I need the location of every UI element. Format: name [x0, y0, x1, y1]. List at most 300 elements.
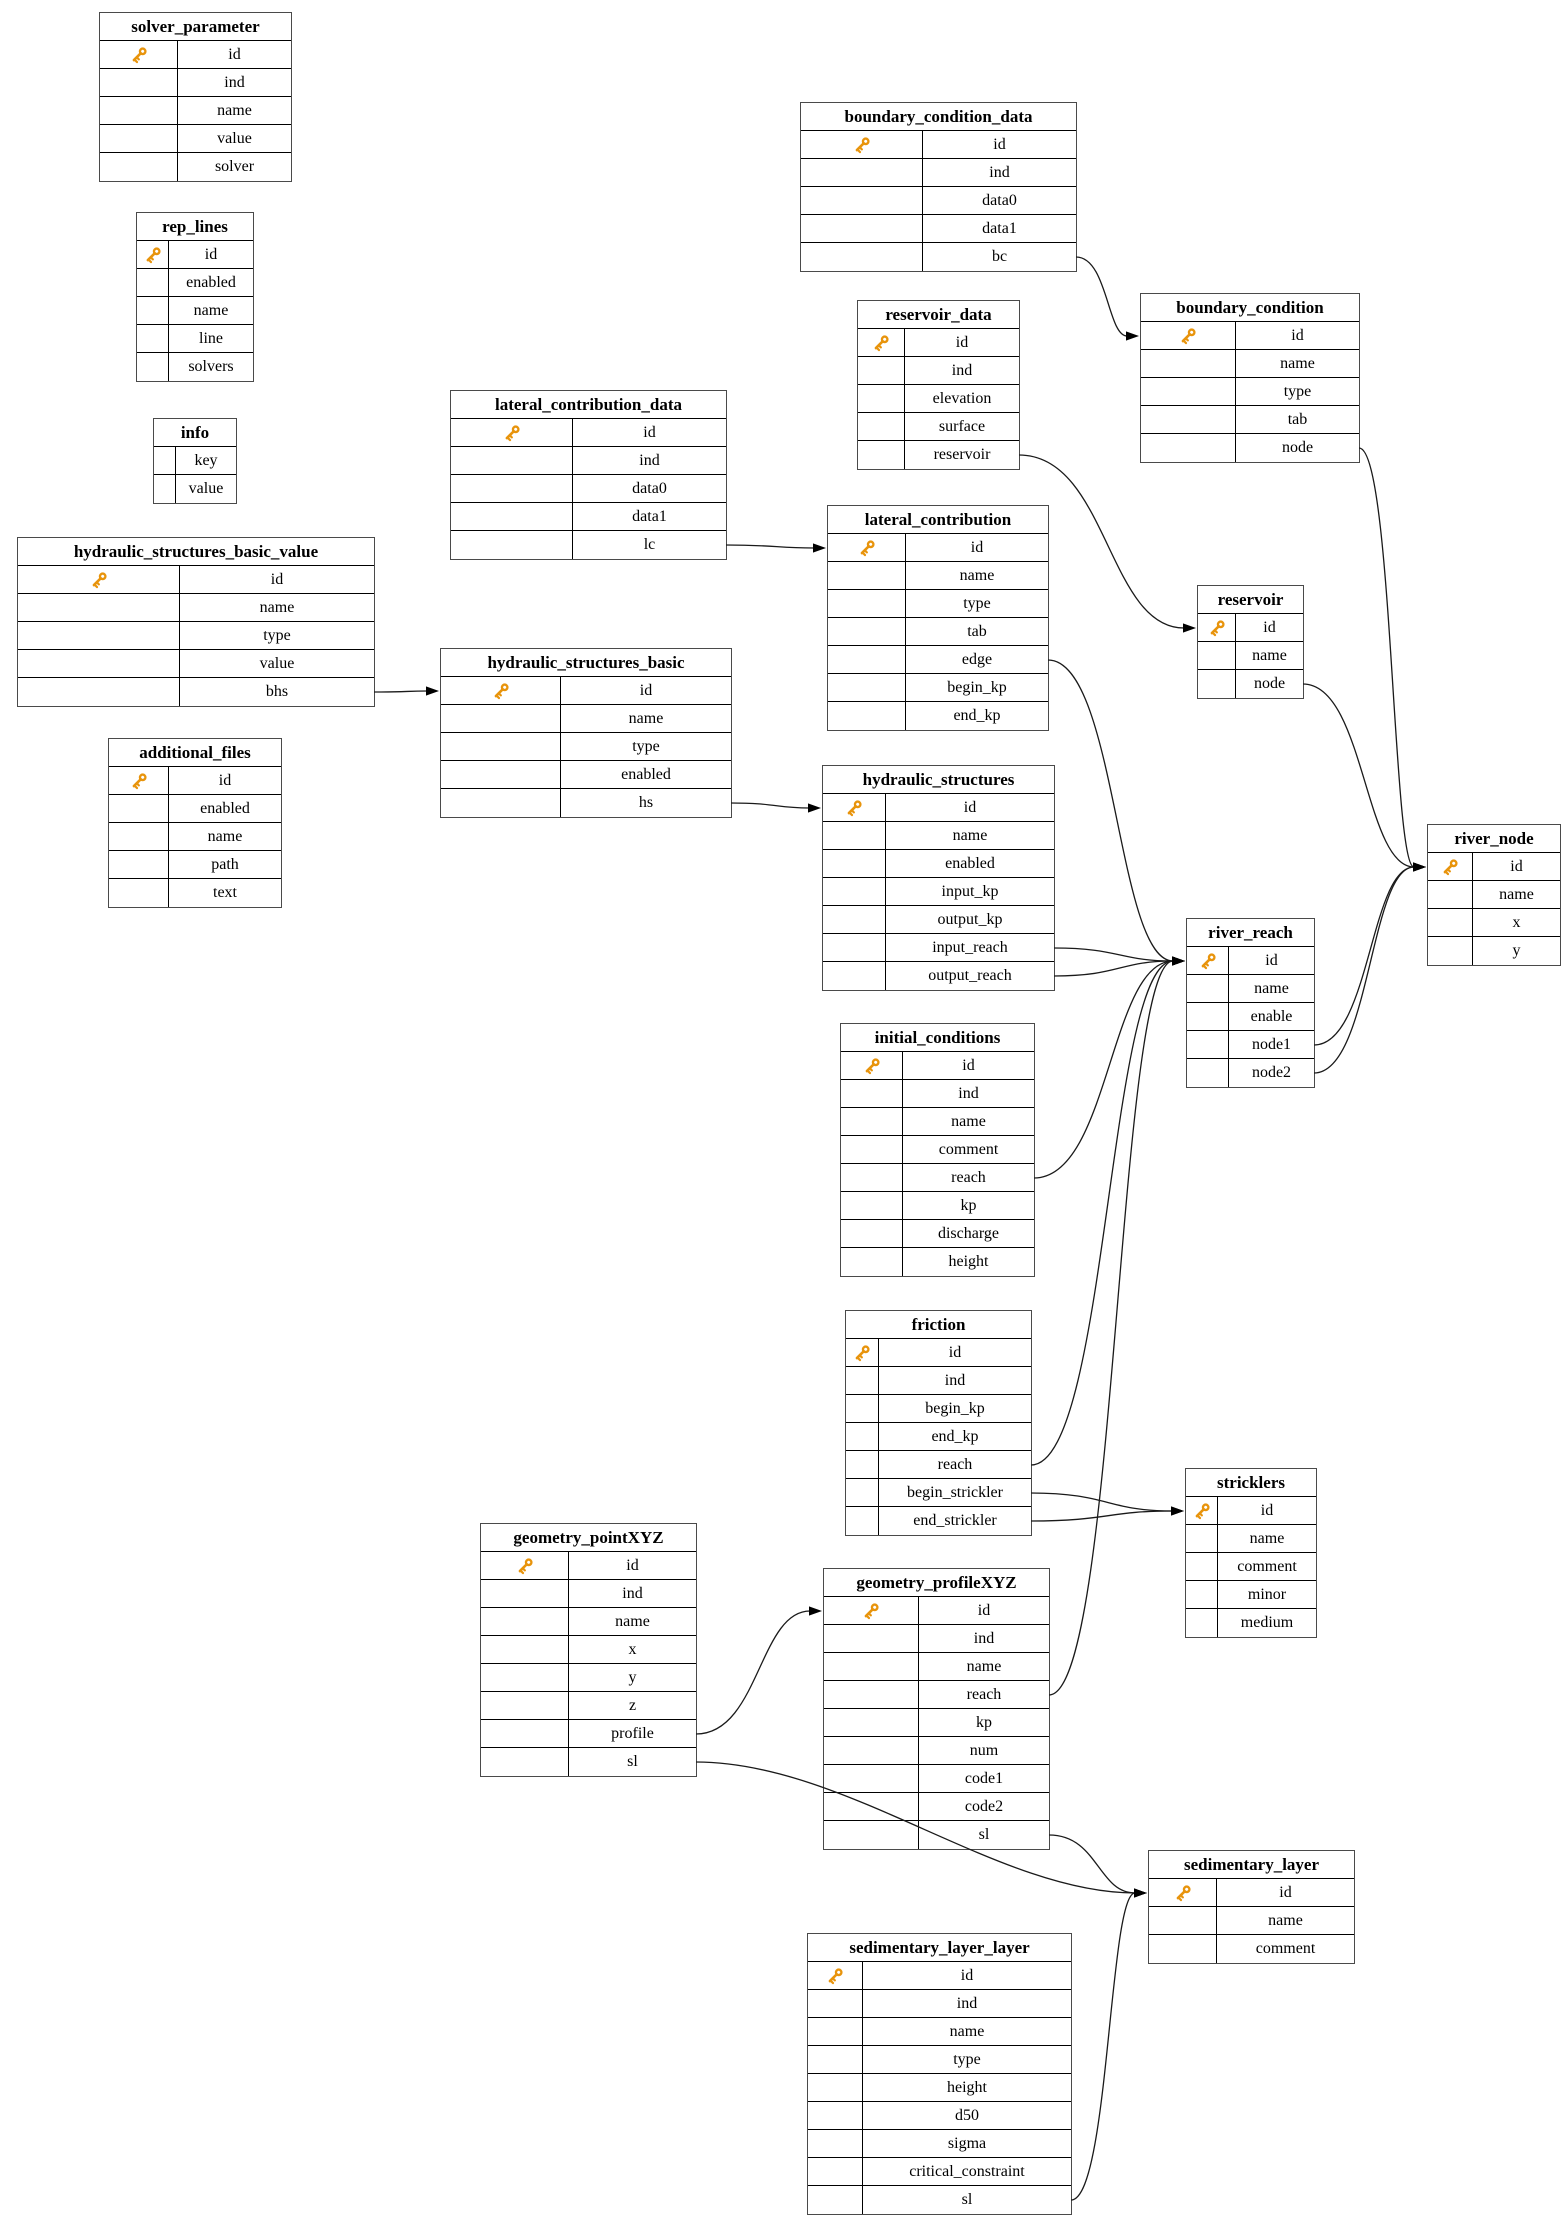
field-name-sedimentary_layer_layer-sl: sl [961, 2191, 973, 2208]
field-row-geometry_pointXYZ-y [481, 1664, 696, 1692]
field-name-boundary_condition_data-bc: bc [991, 248, 1008, 265]
empty-key-cell [481, 1692, 569, 1719]
empty-key-cell [18, 594, 180, 621]
fk-arrowhead-icon [1172, 956, 1185, 965]
field-row-hydraulic_structures-output_reach [823, 962, 1054, 990]
field-row-info-key [154, 447, 236, 475]
field-name-geometry_profileXYZ-sl: sl [978, 1826, 990, 1843]
empty-key-cell [846, 1507, 879, 1535]
table-sedimentary_layer_layer [807, 1933, 1072, 2215]
field-row-geometry_profileXYZ-reach [824, 1681, 1049, 1709]
table-hydraulic_structures_basic [440, 648, 732, 818]
empty-key-cell [1187, 1003, 1229, 1030]
field-name-lateral_contribution-tab: tab [967, 623, 987, 640]
empty-key-cell [823, 822, 886, 849]
field-name-lateral_contribution_data-id: id [643, 424, 656, 441]
primary-key-icon [515, 1556, 535, 1576]
empty-key-cell [1149, 1935, 1217, 1963]
field-row-geometry_profileXYZ-name [824, 1653, 1049, 1681]
fk-initial_conditions-reach-to-river_reach [1034, 956, 1185, 1178]
field-row-hydraulic_structures-id [823, 794, 1054, 822]
field-name-sedimentary_layer_layer-id: id [960, 1967, 974, 1984]
fk-edge-line [374, 691, 427, 692]
table-header-friction: friction [846, 1311, 1031, 1339]
fk-edge-line [1314, 867, 1414, 1073]
fk-arrowhead-icon [426, 686, 439, 695]
field-name-reservoir_data-id: id [955, 334, 969, 351]
table-hydraulic_structures_basic_value [17, 537, 375, 707]
field-row-rep_lines-line [137, 325, 253, 353]
field-row-reservoir-name [1198, 642, 1303, 670]
empty-key-cell [841, 1136, 903, 1163]
fk-arrowhead-icon [1413, 862, 1426, 871]
fk-edge-line [1054, 961, 1173, 976]
table-boundary_condition_data [800, 102, 1077, 272]
field-name-boundary_condition_data-data1: data1 [982, 220, 1017, 237]
field-row-lateral_contribution_data-lc [451, 531, 726, 559]
fk-lateral_contribution_data-lc-to-lateral_contribution [726, 543, 826, 552]
fk-river_reach-node1-to-river_node [1314, 862, 1426, 1045]
primary-key-icon [1178, 326, 1198, 346]
field-row-lateral_contribution-type [828, 590, 1048, 618]
field-row-reservoir_data-surface [858, 413, 1019, 441]
field-name-additional_files-id: id [218, 772, 232, 789]
field-name-friction-reach: reach [937, 1456, 973, 1473]
field-name-geometry_profileXYZ-code1: code1 [964, 1770, 1004, 1787]
field-name-sedimentary_layer_layer-ind: ind [956, 1995, 978, 2012]
field-name-reservoir-node: node [1253, 675, 1286, 692]
field-row-sedimentary_layer-name [1149, 1907, 1354, 1935]
table-header-sedimentary_layer: sedimentary_layer [1149, 1851, 1354, 1879]
empty-key-cell [481, 1580, 569, 1607]
empty-key-cell [1186, 1553, 1218, 1580]
field-name-initial_conditions-discharge: discharge [937, 1225, 999, 1242]
field-row-boundary_condition-node [1141, 434, 1359, 462]
empty-key-cell [841, 1192, 903, 1219]
primary-key-cell [18, 566, 180, 593]
fk-edge-line [1049, 1835, 1135, 1893]
field-row-reservoir-node [1198, 670, 1303, 698]
table-header-river_node: river_node [1428, 825, 1560, 853]
field-row-sedimentary_layer_layer-sigma [808, 2130, 1071, 2158]
fk-edge-line [1359, 448, 1414, 867]
primary-key-cell [109, 767, 169, 794]
field-name-solver_parameter-ind: ind [224, 74, 245, 91]
table-additional_files [108, 738, 282, 908]
field-name-river_reach-node2: node2 [1251, 1064, 1292, 1081]
fk-edge-line [1048, 660, 1173, 961]
field-row-sedimentary_layer_layer-d50 [808, 2102, 1071, 2130]
empty-key-cell [1187, 1059, 1229, 1087]
field-name-additional_files-name: name [207, 828, 243, 845]
field-name-boundary_condition_data-ind: ind [989, 164, 1010, 181]
field-row-hydraulic_structures_basic_value-name [18, 594, 374, 622]
field-name-solver_parameter-value: value [217, 130, 252, 147]
empty-key-cell [823, 850, 886, 877]
primary-key-cell [441, 677, 561, 704]
field-row-friction-end_kp [846, 1423, 1031, 1451]
field-name-initial_conditions-comment: comment [938, 1141, 999, 1158]
primary-key-cell [1187, 947, 1229, 974]
field-row-geometry_pointXYZ-name [481, 1608, 696, 1636]
empty-key-cell [808, 2158, 863, 2185]
field-row-info-value [154, 475, 236, 503]
table-header-stricklers: stricklers [1186, 1469, 1316, 1497]
field-row-hydraulic_structures-output_kp [823, 906, 1054, 934]
field-name-lateral_contribution_data-ind: ind [639, 452, 660, 469]
field-row-rep_lines-name [137, 297, 253, 325]
empty-key-cell [1141, 350, 1236, 377]
field-row-boundary_condition-name [1141, 350, 1359, 378]
empty-key-cell [137, 325, 169, 352]
field-row-hydraulic_structures-input_kp [823, 878, 1054, 906]
fk-geometry_profileXYZ-sl-to-sedimentary_layer [1049, 1835, 1147, 1898]
empty-key-cell [841, 1220, 903, 1247]
table-initial_conditions [840, 1023, 1035, 1277]
fk-edge-line [1314, 867, 1414, 1045]
primary-key-cell [823, 794, 886, 821]
field-name-additional_files-text: text [213, 884, 237, 901]
fk-edge-line [731, 803, 809, 808]
field-row-hydraulic_structures_basic_value-value [18, 650, 374, 678]
fk-arrowhead-icon [1413, 862, 1426, 871]
fk-edge-line [1031, 1511, 1172, 1521]
field-name-lateral_contribution_data-lc: lc [643, 536, 656, 553]
field-row-geometry_pointXYZ-sl [481, 1748, 696, 1776]
empty-key-cell [841, 1080, 903, 1107]
field-name-lateral_contribution-name: name [959, 567, 995, 584]
primary-key-cell [137, 241, 169, 268]
empty-key-cell [808, 2046, 863, 2073]
fk-edge-line [1049, 961, 1173, 1695]
field-name-geometry_profileXYZ-kp: kp [976, 1714, 992, 1731]
table-header-boundary_condition: boundary_condition [1141, 294, 1359, 322]
field-row-geometry_profileXYZ-num [824, 1737, 1049, 1765]
field-name-info-key: key [194, 452, 218, 469]
field-row-reservoir_data-reservoir [858, 441, 1019, 469]
table-solver_parameter [99, 12, 292, 182]
field-name-hydraulic_structures_basic_value-value: value [259, 655, 295, 672]
fk-arrowhead-icon [1172, 956, 1185, 965]
field-name-hydraulic_structures_basic-enabled: enabled [621, 766, 671, 783]
primary-key-icon [502, 423, 522, 443]
field-row-sedimentary_layer_layer-id [808, 1962, 1071, 1990]
field-row-hydraulic_structures-input_reach [823, 934, 1054, 962]
field-name-sedimentary_layer-id: id [1279, 1884, 1292, 1901]
fk-edge-line [726, 545, 814, 548]
field-name-river_node-id: id [1510, 858, 1523, 875]
table-header-initial_conditions: initial_conditions [841, 1024, 1034, 1052]
empty-key-cell [137, 297, 169, 324]
fk-river_reach-node2-to-river_node [1314, 862, 1426, 1073]
field-name-geometry_profileXYZ-num: num [969, 1742, 999, 1759]
field-name-sedimentary_layer_layer-d50: d50 [955, 2107, 979, 2124]
fk-arrowhead-icon [813, 543, 826, 552]
field-name-geometry_profileXYZ-name: name [966, 1658, 1002, 1675]
empty-key-cell [1198, 642, 1236, 669]
field-name-sedimentary_layer_layer-height: height [947, 2079, 987, 2096]
primary-key-icon [871, 333, 891, 353]
field-row-lateral_contribution-name [828, 562, 1048, 590]
field-name-initial_conditions-height: height [948, 1253, 989, 1270]
empty-key-cell [1186, 1609, 1218, 1637]
field-row-geometry_pointXYZ-ind [481, 1580, 696, 1608]
field-name-geometry_profileXYZ-id: id [977, 1602, 991, 1619]
field-name-geometry_pointXYZ-z: z [628, 1697, 637, 1714]
empty-key-cell [18, 622, 180, 649]
field-row-boundary_condition_data-data0 [801, 187, 1076, 215]
field-name-sedimentary_layer-comment: comment [1255, 1940, 1316, 1957]
empty-key-cell [481, 1664, 569, 1691]
empty-key-cell [1187, 975, 1229, 1002]
empty-key-cell [481, 1720, 569, 1747]
field-row-initial_conditions-reach [841, 1164, 1034, 1192]
empty-key-cell [841, 1164, 903, 1191]
fk-arrowhead-icon [1413, 862, 1426, 871]
empty-key-cell [824, 1765, 919, 1792]
empty-key-cell [109, 879, 169, 907]
field-name-friction-begin_strickler: begin_strickler [907, 1484, 1003, 1501]
field-row-river_reach-name [1187, 975, 1314, 1003]
field-name-hydraulic_structures_basic-name: name [628, 710, 664, 727]
empty-key-cell [808, 2102, 863, 2129]
field-row-initial_conditions-kp [841, 1192, 1034, 1220]
field-row-rep_lines-id [137, 241, 253, 269]
field-row-rep_lines-solvers [137, 353, 253, 381]
empty-key-cell [824, 1821, 919, 1849]
field-row-lateral_contribution_data-ind [451, 447, 726, 475]
field-name-stricklers-name: name [1249, 1530, 1285, 1547]
table-header-lateral_contribution: lateral_contribution [828, 506, 1048, 534]
empty-key-cell [824, 1681, 919, 1708]
table-lateral_contribution_data [450, 390, 727, 560]
fk-arrowhead-icon [809, 1606, 822, 1615]
field-name-initial_conditions-kp: kp [960, 1197, 977, 1214]
field-name-river_node-x: x [1512, 914, 1521, 931]
field-name-boundary_condition-tab: tab [1287, 411, 1308, 428]
field-row-hydraulic_structures-name [823, 822, 1054, 850]
field-row-friction-begin_kp [846, 1395, 1031, 1423]
field-row-lateral_contribution_data-data0 [451, 475, 726, 503]
table-river_node [1427, 824, 1561, 966]
primary-key-icon [129, 771, 149, 791]
field-row-reservoir_data-ind [858, 357, 1019, 385]
field-name-boundary_condition_data-id: id [993, 136, 1006, 153]
field-name-lateral_contribution-type: type [963, 595, 991, 612]
primary-key-cell [481, 1552, 569, 1579]
field-row-river_node-name [1428, 881, 1560, 909]
field-row-solver_parameter-solver [100, 153, 291, 181]
field-row-solver_parameter-value [100, 125, 291, 153]
empty-key-cell [100, 153, 178, 181]
primary-key-cell [1186, 1497, 1218, 1524]
fk-hydraulic_structures_basic_value-bhs-to-hydraulic_structures_basic [374, 686, 439, 695]
fk-edge-line [1031, 1493, 1172, 1511]
table-header-info: info [154, 419, 236, 447]
field-name-hydraulic_structures_basic-type: type [632, 738, 660, 755]
empty-key-cell [808, 2018, 863, 2045]
field-name-rep_lines-id: id [204, 246, 218, 263]
empty-key-cell [824, 1653, 919, 1680]
table-header-geometry_profileXYZ: geometry_profileXYZ [824, 1569, 1049, 1597]
field-name-boundary_condition-name: name [1280, 355, 1315, 372]
field-row-sedimentary_layer_layer-sl [808, 2186, 1071, 2214]
fk-arrowhead-icon [1172, 956, 1185, 965]
field-name-additional_files-path: path [211, 856, 239, 873]
empty-key-cell [1428, 937, 1473, 965]
primary-key-cell [824, 1597, 919, 1624]
empty-key-cell [824, 1793, 919, 1820]
empty-key-cell [828, 562, 906, 589]
primary-key-icon [857, 538, 877, 558]
primary-key-icon [89, 570, 109, 590]
primary-key-icon [825, 1966, 845, 1986]
empty-key-cell [154, 447, 176, 474]
field-row-river_node-x [1428, 909, 1560, 937]
field-name-sedimentary_layer_layer-type: type [953, 2051, 981, 2068]
empty-key-cell [1428, 881, 1473, 908]
fk-edge-line [1071, 1893, 1135, 2200]
empty-key-cell [109, 851, 169, 878]
primary-key-cell [801, 131, 923, 158]
fk-friction-begin_strickler-to-stricklers [1031, 1493, 1184, 1516]
field-row-hydraulic_structures-enabled [823, 850, 1054, 878]
field-name-reservoir-id: id [1263, 619, 1276, 636]
field-name-stricklers-minor: minor [1247, 1586, 1287, 1603]
empty-key-cell [801, 243, 923, 271]
primary-key-icon [1173, 1883, 1193, 1903]
empty-key-cell [441, 761, 561, 788]
fk-arrowhead-icon [1172, 956, 1185, 965]
fk-arrowhead-icon [1134, 1888, 1147, 1897]
empty-key-cell [18, 678, 180, 706]
fk-boundary_condition_data-bc-to-boundary_condition [1076, 257, 1139, 341]
empty-key-cell [823, 878, 886, 905]
field-row-geometry_pointXYZ-profile [481, 1720, 696, 1748]
field-row-geometry_pointXYZ-id [481, 1552, 696, 1580]
primary-key-cell [808, 1962, 863, 1989]
field-row-initial_conditions-discharge [841, 1220, 1034, 1248]
fk-sedimentary_layer_layer-sl-to-sedimentary_layer [1071, 1888, 1147, 2200]
field-name-river_reach-id: id [1265, 952, 1278, 969]
table-friction [845, 1310, 1032, 1536]
fk-arrowhead-icon [1134, 1888, 1147, 1897]
empty-key-cell [801, 159, 923, 186]
empty-key-cell [823, 906, 886, 933]
table-reservoir [1197, 585, 1304, 699]
field-row-hydraulic_structures_basic-enabled [441, 761, 731, 789]
field-name-solver_parameter-name: name [217, 102, 252, 119]
field-row-river_node-y [1428, 937, 1560, 965]
empty-key-cell [828, 590, 906, 617]
field-row-geometry_profileXYZ-sl [824, 1821, 1049, 1849]
table-header-rep_lines: rep_lines [137, 213, 253, 241]
fk-friction-end_strickler-to-stricklers [1031, 1506, 1184, 1521]
table-sedimentary_layer [1148, 1850, 1355, 1964]
empty-key-cell [451, 531, 573, 559]
field-row-solver_parameter-name [100, 97, 291, 125]
field-row-sedimentary_layer_layer-height [808, 2074, 1071, 2102]
empty-key-cell [1186, 1525, 1218, 1552]
table-lateral_contribution [827, 505, 1049, 731]
field-row-hydraulic_structures_basic-name [441, 705, 731, 733]
field-name-friction-ind: ind [944, 1372, 966, 1389]
table-header-reservoir: reservoir [1198, 586, 1303, 614]
fk-arrowhead-icon [808, 803, 821, 812]
table-boundary_condition [1140, 293, 1360, 463]
field-name-boundary_condition_data-data0: data0 [982, 192, 1017, 209]
primary-key-cell [1149, 1879, 1217, 1906]
empty-key-cell [824, 1737, 919, 1764]
empty-key-cell [441, 789, 561, 817]
primary-key-cell [1198, 614, 1236, 641]
field-row-boundary_condition-tab [1141, 406, 1359, 434]
field-name-geometry_profileXYZ-code2: code2 [964, 1798, 1004, 1815]
fk-hydraulic_structures-input_reach-to-river_reach [1054, 948, 1185, 966]
field-row-reservoir_data-elevation [858, 385, 1019, 413]
field-row-river_reach-node1 [1187, 1031, 1314, 1059]
field-row-friction-begin_strickler [846, 1479, 1031, 1507]
field-name-sedimentary_layer-name: name [1268, 1912, 1303, 1929]
fk-arrowhead-icon [1126, 331, 1139, 340]
field-name-geometry_pointXYZ-profile: profile [611, 1725, 654, 1742]
empty-key-cell [846, 1395, 879, 1422]
field-row-sedimentary_layer_layer-critical_constraint [808, 2158, 1071, 2186]
empty-key-cell [154, 475, 176, 503]
field-row-lateral_contribution-id [828, 534, 1048, 562]
empty-key-cell [1141, 378, 1236, 405]
field-row-river_reach-id [1187, 947, 1314, 975]
empty-key-cell [841, 1248, 903, 1276]
table-header-hydraulic_structures: hydraulic_structures [823, 766, 1054, 794]
empty-key-cell [451, 475, 573, 502]
field-name-solver_parameter-id: id [228, 46, 241, 63]
fk-edge-line [1076, 257, 1127, 336]
field-name-sedimentary_layer_layer-critical_constraint: critical_constraint [909, 2163, 1025, 2180]
field-row-initial_conditions-name [841, 1108, 1034, 1136]
field-name-reservoir_data-reservoir: reservoir [933, 446, 991, 463]
field-name-lateral_contribution-edge: edge [961, 651, 993, 668]
field-name-hydraulic_structures-output_reach: output_reach [928, 967, 1012, 984]
field-name-reservoir_data-surface: surface [938, 418, 986, 435]
fk-edge-line [696, 1611, 810, 1734]
empty-key-cell [100, 97, 178, 124]
empty-key-cell [858, 385, 905, 412]
field-name-reservoir_data-ind: ind [951, 362, 973, 379]
empty-key-cell [823, 962, 886, 990]
field-name-river_node-y: y [1512, 942, 1521, 959]
field-name-geometry_profileXYZ-ind: ind [973, 1630, 995, 1647]
field-name-solver_parameter-solver: solver [214, 158, 255, 175]
field-row-hydraulic_structures_basic-type [441, 733, 731, 761]
field-row-geometry_pointXYZ-z [481, 1692, 696, 1720]
empty-key-cell [1186, 1581, 1218, 1608]
empty-key-cell [451, 503, 573, 530]
field-name-rep_lines-enabled: enabled [186, 274, 236, 291]
empty-key-cell [858, 357, 905, 384]
primary-key-icon [143, 245, 163, 265]
field-name-river_node-name: name [1499, 886, 1534, 903]
primary-key-icon [129, 45, 149, 65]
primary-key-cell [841, 1052, 903, 1079]
primary-key-cell [100, 41, 178, 68]
primary-key-icon [1207, 618, 1227, 638]
field-name-friction-begin_kp: begin_kp [925, 1400, 985, 1417]
field-row-hydraulic_structures_basic_value-id [18, 566, 374, 594]
field-name-friction-end_kp: end_kp [931, 1428, 979, 1445]
table-header-reservoir_data: reservoir_data [858, 301, 1019, 329]
empty-key-cell [828, 618, 906, 645]
